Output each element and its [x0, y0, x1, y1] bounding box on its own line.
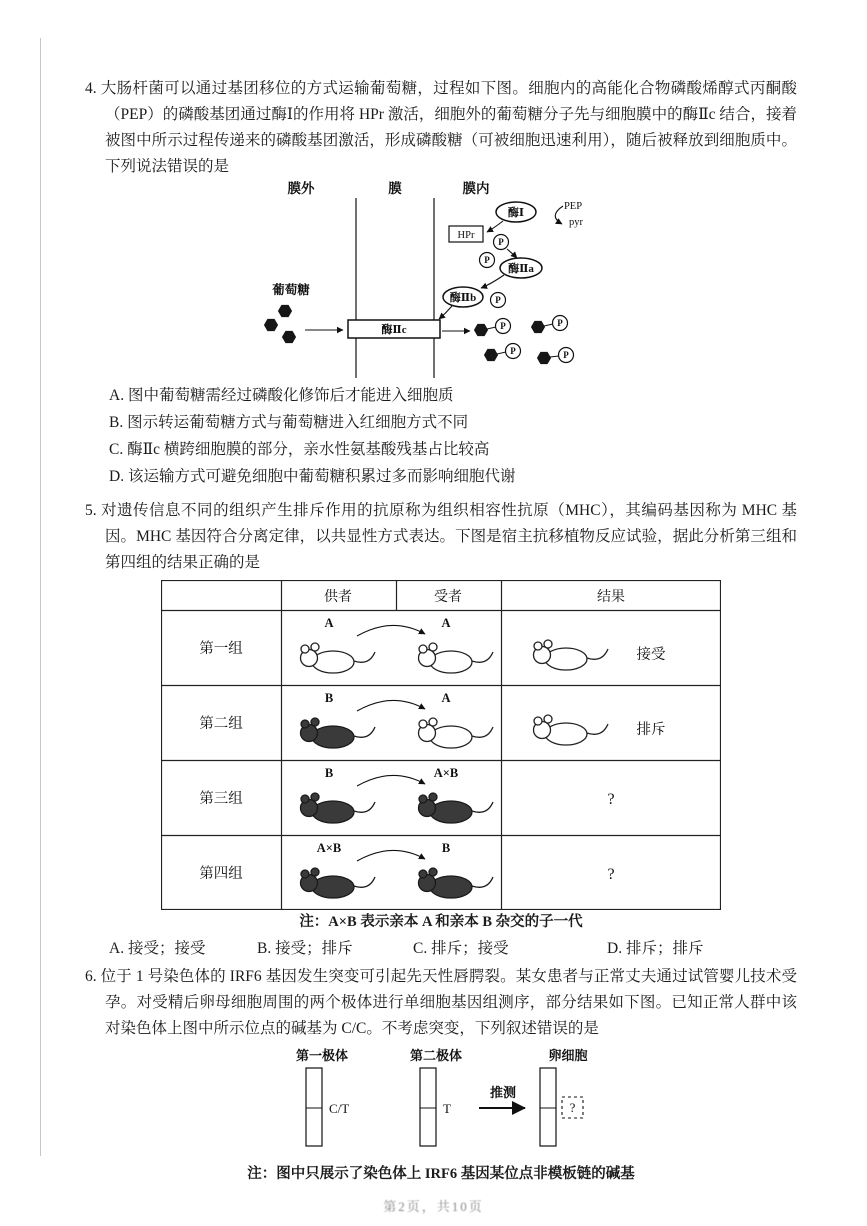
q5-graft-table: [161, 580, 721, 910]
question-6: [85, 964, 797, 1186]
phospho-sugar-hexagon: [485, 349, 498, 360]
q4-option-b: B. 图示转运葡萄糖方式与葡萄糖进入红细胞方式不同: [109, 414, 469, 431]
polar-body-1-label: 第一极体: [295, 1048, 349, 1063]
enzyme-IIa-label: 酶Ⅱa: [508, 263, 534, 275]
page-footer: 第2页，共10页: [383, 1199, 484, 1214]
group-label: 第二组: [199, 716, 243, 732]
glucose-hexagon: [279, 305, 292, 316]
q5-option-a: A. 接受；接受: [109, 940, 206, 957]
sugar-p-link: [550, 356, 559, 357]
egg-cell-base: ?: [569, 1100, 576, 1115]
enzyme-IIc-label: 酶Ⅱc: [381, 324, 407, 336]
donor-strain-label: A: [324, 616, 334, 630]
mouse-donor: [301, 868, 376, 898]
q6-stem: 6. 位于 1 号染色体的 IRF6 基因发生突变可引起先天性唇腭裂。某女患者与正常丈夫通过试管婴儿技术受孕。对受精后卵母细胞周围的两个极体进行单细胞基因组测序，部分结果如下图。已知正常人群中该对染色体上图中所示位点的碱基为 C/C。不考虑突变，下列叙述错误的是: [85, 968, 797, 1037]
egg-cell-label: 卵细胞: [548, 1048, 588, 1063]
table-row-1: [199, 616, 666, 673]
q5-table-figure: [85, 580, 797, 910]
enzymeIIb-to-IIc-arrow: [439, 306, 452, 319]
recipient-strain-label: A: [441, 691, 451, 705]
mouse-recipient: [419, 718, 494, 748]
q5-stem: 5. 对遗传信息不同的组织产生排斥作用的抗原称为组织相容性抗原（MHC），其编码基因称为 MHC 基因。MHC 基因符合分离定律，以共显性方式表达。下图是宿主抗移植物反应试验，据此分析第三组和第四组的结果正确的是: [85, 502, 797, 571]
question-4: [85, 76, 797, 490]
q5-options: [85, 934, 797, 964]
q6-figure: [85, 1048, 797, 1156]
polar-body-2-label: 第二极体: [409, 1048, 463, 1063]
mouse-recipient: [419, 643, 494, 673]
mouse-donor: [301, 718, 376, 748]
table-row-3: [199, 766, 614, 823]
mouse-donor: [301, 793, 376, 823]
phosphate-label: P: [563, 350, 569, 360]
recipient-strain-label: A: [441, 616, 451, 630]
pep-label: PEP: [563, 201, 583, 212]
enzymeI-to-hpr-arrow: [487, 221, 503, 232]
enzymeIIa-to-IIb-arrow: [481, 275, 504, 288]
q4-option-d: D. 该运输方式可避免细胞中葡萄糖积累过多而影响细胞代谢: [109, 468, 516, 485]
q4-option-c: C. 酶Ⅱc 横跨细胞膜的部分，亲水性氨基酸残基占比较高: [109, 441, 490, 458]
glucose-label: 葡萄糖: [272, 283, 310, 297]
graft-arrow: [357, 700, 425, 711]
col-header-recipient: 受者: [434, 590, 462, 605]
table-row-2: [199, 691, 665, 748]
q4-option-a: A. 图中葡萄糖需经过磷酸化修饰后才能进入细胞质: [109, 387, 454, 404]
phospho-sugar-hexagon: [538, 352, 551, 363]
membrane-outside-label: 膜外: [287, 181, 315, 196]
hpr-to-enzymeIIa-arrow: [507, 249, 517, 258]
phosphate-label: P: [498, 237, 504, 247]
polar-body-1-chromosome: [306, 1068, 322, 1146]
sugar-p-link: [487, 327, 496, 329]
graft-arrow: [357, 625, 425, 636]
phosphate-label: P: [484, 255, 490, 265]
phosphate-label: P: [510, 346, 516, 356]
membrane-label: 膜: [388, 181, 402, 196]
donor-strain-label: A×B: [316, 841, 342, 855]
q4-figure: [85, 180, 797, 378]
mouse-result: [534, 715, 609, 745]
sugar-p-link: [497, 352, 506, 354]
group-label: 第四组: [199, 866, 243, 882]
col-header-donor: 供者: [324, 590, 352, 605]
phosphate-label: P: [557, 318, 563, 328]
polar-body-2-base: T: [443, 1101, 451, 1116]
recipient-strain-label: B: [441, 841, 451, 855]
mouse-donor: [301, 643, 376, 673]
group-label: 第一组: [199, 641, 243, 657]
q5-option-b: B. 接受；排斥: [257, 940, 353, 957]
q5-option-d: D. 排斥；排斥: [607, 940, 704, 957]
question-5: [85, 498, 797, 964]
table-row-4: [199, 841, 614, 898]
phosphate-label: P: [500, 321, 506, 331]
result-unknown: ?: [607, 866, 615, 883]
q4-stem: 4. 大肠杆菌可以通过基团移位的方式运输葡萄糖，过程如下图。细胞内的高能化合物磷酸烯醇式丙酮酸（PEP）的磷酸基团通过酶Ⅰ的作用将 HPr 激活，细胞外的葡萄糖分子先与细胞膜中的酶Ⅱc 结合，接着被图中所示过程传递来的磷酸基团激活，形成磷酸糖（可被细胞迅速利用），随后被释放到细胞质中。下列说法错误的是: [85, 80, 797, 175]
pep-to-pyr-arrow: [555, 206, 563, 224]
glucose-hexagon: [283, 331, 296, 342]
result-label: 接受: [636, 647, 666, 663]
phospho-sugar-hexagon: [475, 324, 488, 335]
polar-body-1-base: C/T: [329, 1101, 350, 1116]
result-label: 排斥: [636, 722, 666, 738]
recipient-strain-label: A×B: [433, 766, 459, 780]
enzyme-I-label: 酶Ⅰ: [507, 207, 525, 219]
glucose-hexagon: [265, 319, 278, 330]
q6-note: 注：图中只展示了染色体上 IRF6 基因某位点非模板链的碱基: [247, 1166, 635, 1182]
group-label: 第三组: [199, 791, 243, 807]
egg-cell-chromosome: [540, 1068, 556, 1146]
q5-option-c: C. 排斥；接受: [413, 940, 509, 957]
donor-strain-label: B: [324, 691, 334, 705]
phospho-sugar-hexagon: [532, 321, 545, 332]
q5-table-note: 注：A×B 表示亲本 A 和亲本 B 杂交的子一代: [299, 914, 583, 930]
mouse-result: [534, 640, 609, 670]
hpr-label: HPr: [457, 230, 475, 241]
membrane-inside-label: 膜内: [462, 181, 490, 196]
phosphate-label: P: [495, 295, 501, 305]
infer-label: 推测: [489, 1085, 517, 1100]
donor-strain-label: B: [324, 766, 334, 780]
q4-options: [85, 382, 797, 490]
sugar-p-link: [544, 324, 553, 326]
col-header-result: 结果: [597, 590, 625, 605]
pyr-label: pyr: [569, 217, 583, 228]
enzyme-IIb-label: 酶Ⅱb: [449, 292, 477, 304]
graft-arrow: [357, 775, 425, 786]
polar-body-2-chromosome: [420, 1068, 436, 1146]
q6-sequencing-diagram: [276, 1048, 606, 1156]
mouse-recipient: [419, 793, 494, 823]
q4-membrane-diagram: [246, 180, 636, 378]
graft-arrow: [357, 850, 425, 861]
result-unknown: ?: [607, 791, 615, 808]
mouse-recipient: [419, 868, 494, 898]
